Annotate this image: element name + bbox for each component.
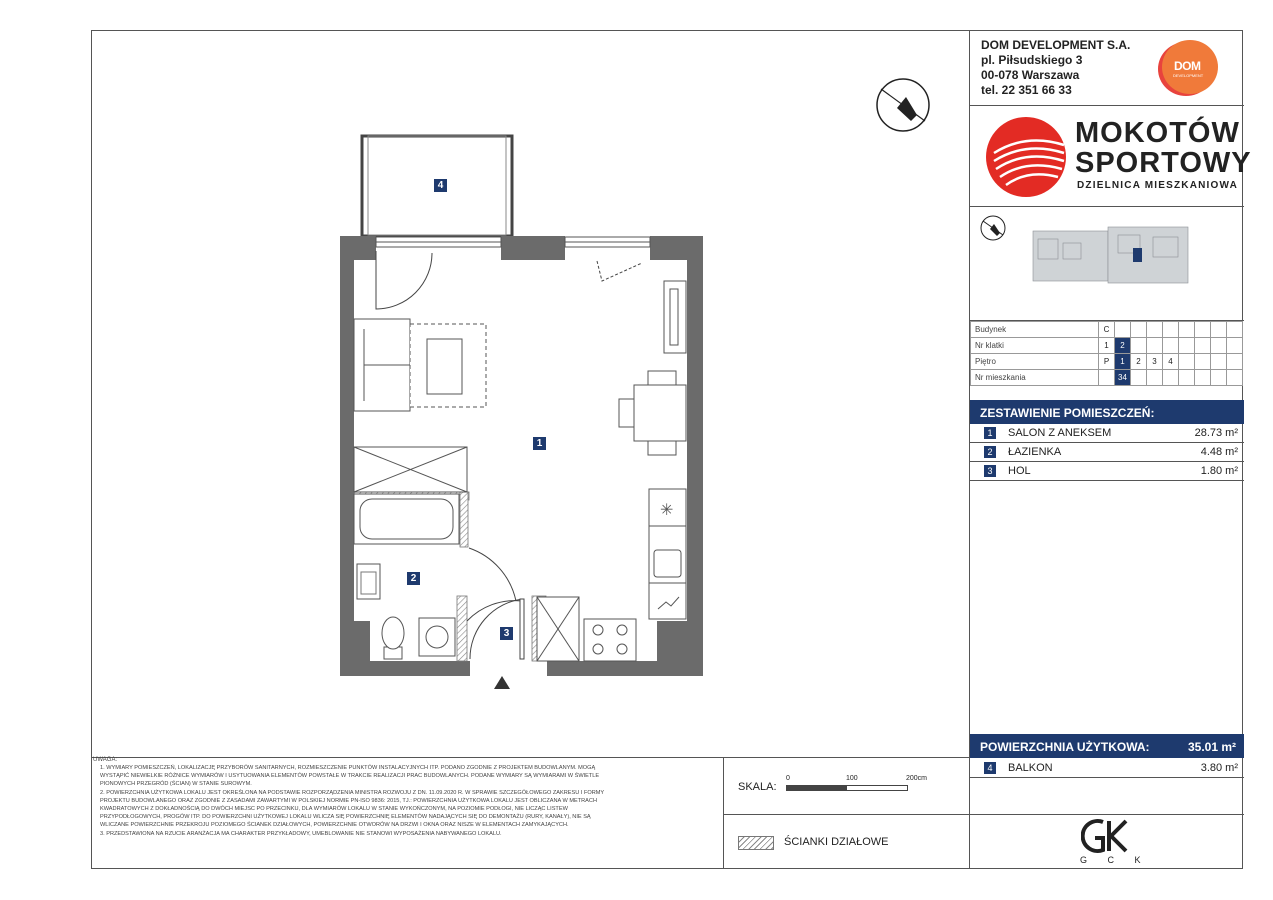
wardrobe [354,447,467,492]
usable-area-label: POWIERZCHNIA UŻYTKOWA: [980,740,1150,754]
floor-plan [92,31,970,756]
room-row-area: 28.73 m² [1194,427,1238,439]
note-line: PIONOWYCH PRZEGRÓD (ŚCIAN) W STANIE SUROWYM. [100,781,252,788]
room-label-1: 1 [533,437,546,450]
company-name: DOM DEVELOPMENT S.A. [981,38,1131,52]
floor-3: 3 [1147,354,1163,370]
sofa [354,319,486,411]
scale-tick-100: 100 [846,775,858,782]
partition-legend-label: ŚCIANKI DZIAŁOWE [784,836,889,848]
info-panel [969,30,1252,869]
notes-title: UWAGA: [93,757,118,763]
room-row-area: 1.80 m² [1200,465,1238,477]
note-line: KWADRATOWYCH Z DOKŁADNOŚCIĄ DO DWÓCH MIEJSC PO PRZECINKU, DLA WYMIARÓW LOKALU W STANIE WYKOŃCZONYM, NA POZIOMIE PODŁOGI, NIE LICZĄC LISTEW [100,806,568,813]
washing-machine [419,618,455,656]
room-label-2: 2 [407,572,420,585]
gck-logo-text: G C K [1080,855,1150,865]
balcony-name: BALKON [1008,762,1053,774]
project-title-line2: SPORTOWY [1075,147,1252,179]
floor-p: P [1099,354,1115,370]
dom-logo-sub: DEVELOPMENT [1173,73,1204,78]
room-row-name: HOL [1008,465,1031,477]
project-subtitle: DZIELNICA MIESZKANIOWA [1077,180,1239,191]
floor-4: 4 [1163,354,1179,370]
room-row-name: ŁAZIENKA [1008,446,1062,458]
floor-2: 2 [1131,354,1147,370]
dom-logo-text: DOM [1174,59,1201,73]
dom-development-logo [1156,36,1222,96]
room-row-num: 2 [984,446,996,458]
note-line: WLICZANE POWIERZCHNIE PRZEKROJU POZIOMEGO ŚCIANEK DZIAŁOWYCH, POWIERZCHNIE OTWORÓW NA DRZWI I OKNA ORAZ NISZE W ELEMENTACH ZAMYKAJĄCYCH. [100,822,569,829]
apt-label: Nr mieszkania [971,370,1099,386]
rooms-header [970,400,1244,424]
room-row-1 [970,424,1244,443]
note-line: 2. POWIERZCHNIA UŻYTKOWA LOKALU JEST OKREŚLONA NA PODSTAWIE ROZPORZĄDZENIA MINISTRA ROZWOJU Z DN. 11.09.2020 R. W SPRAWIE SZCZEGÓŁOWEGO ZAKRESU I FORMY [100,789,605,796]
balcony-area: 3.80 m² [1200,762,1238,774]
usable-area-band [970,734,1244,758]
room-row-3 [970,462,1244,481]
room-row-area: 4.48 m² [1200,446,1238,458]
bathroom-door [469,548,516,601]
notes [100,764,718,838]
gck-logo [1081,818,1131,854]
company-info [981,38,1130,98]
note-line: PRZYPODŁOGOWYCH, PROGÓW ITP. DO POWIERZCHNI UŻYTKOWEJ LOKALU WLICZA SIĘ POWIERZCHNIĘ ELEMENTÓW NADAJĄCYCH SIĘ DO DEMONTAŻU (RURY, KANAŁY), NIE SĄ [100,814,591,821]
room-row-name: SALON Z ANEKSEM [1008,427,1112,439]
scale-label: SKALA: [738,781,777,793]
note-line: 1. WYMIARY POMIESZCZEŃ, LOKALIZACJĘ PRZYBORÓW SANITARNYCH, ROZMIESZCZENIE PUNKTÓW INSTALACYJNYCH ITP. PODANO ZGODNIE Z PROJEKTEM BUDOWLANYM. MOGĄ [100,765,596,771]
compass-icon [877,79,929,131]
note-line: WYSTĄPIĆ NIEWIELKIE RÓŻNICE WYMIARÓW I USYTUOWANIA ELEMENTÓW POWSTAŁE W TRAKCIE REALIZACJI PRAC BUDOWLANYCH. PODANE WYMIARY SĄ WYMIARAMI W ŚWIETLE [100,773,600,780]
cooktop [584,619,636,661]
scale-tick-200: 200cm [906,775,928,782]
partition-legend-swatch [738,836,774,850]
note-line: PROJEKTU BUDOWLANEGO ORAZ ZGODNIE Z ZASADAMI ZAWARTYMI W POLSKIEJ NORMIE PN-ISO 9836: 2015, TJ.: POWIERZCHNIA UŻYTKOWA LOKALU JEST OBLICZANA W METRACH [100,797,597,804]
project-title-line1: MOKOTÓW [1075,117,1240,149]
floor-label: Piętro [971,354,1099,370]
building-value: C [1099,322,1115,338]
scale-bar [786,785,908,791]
wall-cabinet [664,281,686,353]
apt-value: 34 [1115,370,1131,386]
company-phone: tel. 22 351 66 33 [981,83,1072,97]
room-label-4: 4 [434,179,447,192]
stair-1: 1 [1099,338,1115,354]
room-row-2 [970,443,1244,462]
company-address1: pl. Piłsudskiego 3 [981,53,1083,67]
bathtub [354,494,459,544]
room-label-3: 3 [500,627,513,640]
stair-label: Nr klatki [971,338,1099,354]
extractor-icon: ✳ [660,500,674,519]
project-title [1075,118,1252,178]
fridge [537,597,579,661]
floor-1: 1 [1115,354,1131,370]
scale-tick-0: 0 [786,775,790,782]
toilet [382,617,404,659]
room-row-num: 3 [984,465,996,477]
entrance-arrow [494,676,510,689]
dining-table [619,371,686,455]
company-address2: 00-078 Warszawa [981,68,1080,82]
apartment-metadata [970,321,1243,386]
note-line: 3. PRZEDSTAWIONA NA RZUCIE ARANŻACJA MA CHARAKTER PRZYKŁADOWY, UMEBLOWANIE NIE STANOWI WYPOSAŻENIA NABYWANEGO LOKALU. [100,830,502,837]
building-label: Budynek [971,322,1099,338]
room-row-num: 1 [984,427,996,439]
rooms-header-text: ZESTAWIENIE POMIESZCZEŃ: [980,406,1155,420]
mokotow-sportowy-logo [984,115,1068,199]
minimap-compass-icon [981,216,1005,240]
stair-2: 2 [1115,338,1131,354]
site-plan-minimap [978,213,1242,313]
usable-area-value: 35.01 m² [1187,740,1236,754]
balcony-row [970,759,1244,778]
entry-door [470,599,523,659]
balcony-num: 4 [984,762,996,774]
